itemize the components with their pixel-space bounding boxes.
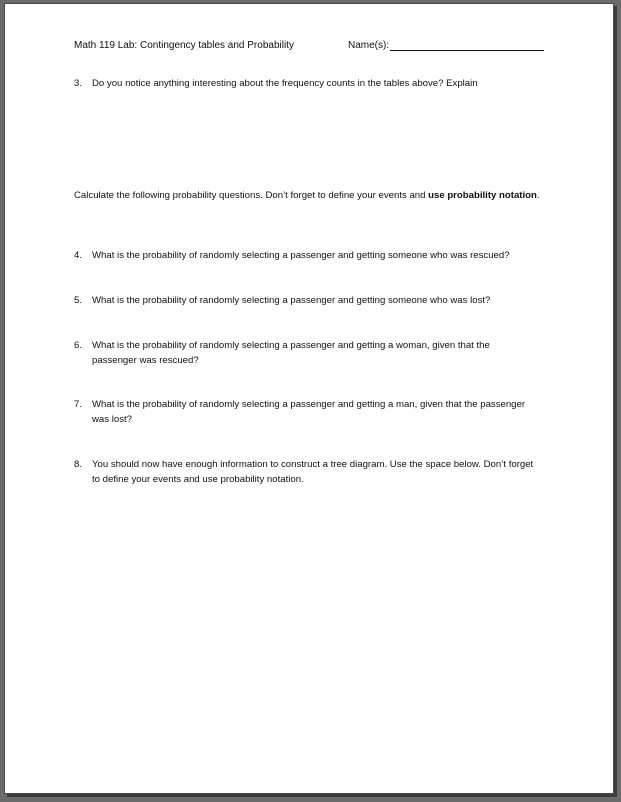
instructions-text: Calculate the following probability questions. Don’t forget to define your events and (74, 190, 429, 201)
document-title: Math 119 Lab: Contingency tables and Probability (74, 40, 294, 51)
name-blank-line (390, 40, 544, 51)
name-field (348, 40, 544, 51)
instructions-end: . (536, 190, 540, 201)
question-number: 8. (74, 459, 83, 470)
question-text: Do you notice anything interesting about the frequency counts in the tables above? Explain (92, 78, 478, 89)
question-number: 4. (74, 250, 83, 261)
question-number: 6. (74, 340, 83, 351)
question-text: What is the probability of randomly selecting a passenger and getting a man, given that the passenger was lost? (92, 399, 526, 425)
question-number: 5. (74, 295, 83, 306)
question-text: What is the probability of randomly selecting a passenger and getting someone who was rescued? (92, 250, 510, 261)
instructions-bold-text: use probability notation (428, 190, 537, 201)
question-8 (74, 457, 537, 487)
question-number: 3. (74, 78, 83, 89)
question-number: 7. (74, 399, 83, 410)
question-text: What is the probability of randomly selecting a passenger and getting a woman, given that the passenger was rescued? (92, 340, 490, 366)
name-label: Name(s): (348, 40, 390, 51)
question-4 (74, 248, 537, 263)
document-page (4, 3, 614, 794)
page-shadow-bottom (7, 794, 617, 797)
question-text: You should now have enough information to construct a tree diagram. Use the space below. Don’t forget to define your events and use probability notation. (92, 459, 534, 485)
question-3 (74, 76, 537, 91)
question-6 (74, 338, 537, 368)
instructions-paragraph (74, 188, 544, 203)
question-7 (74, 397, 537, 427)
question-5 (74, 293, 537, 308)
page-shadow-right (614, 6, 617, 797)
question-text: What is the probability of randomly selecting a passenger and getting someone who was lost? (92, 295, 491, 306)
